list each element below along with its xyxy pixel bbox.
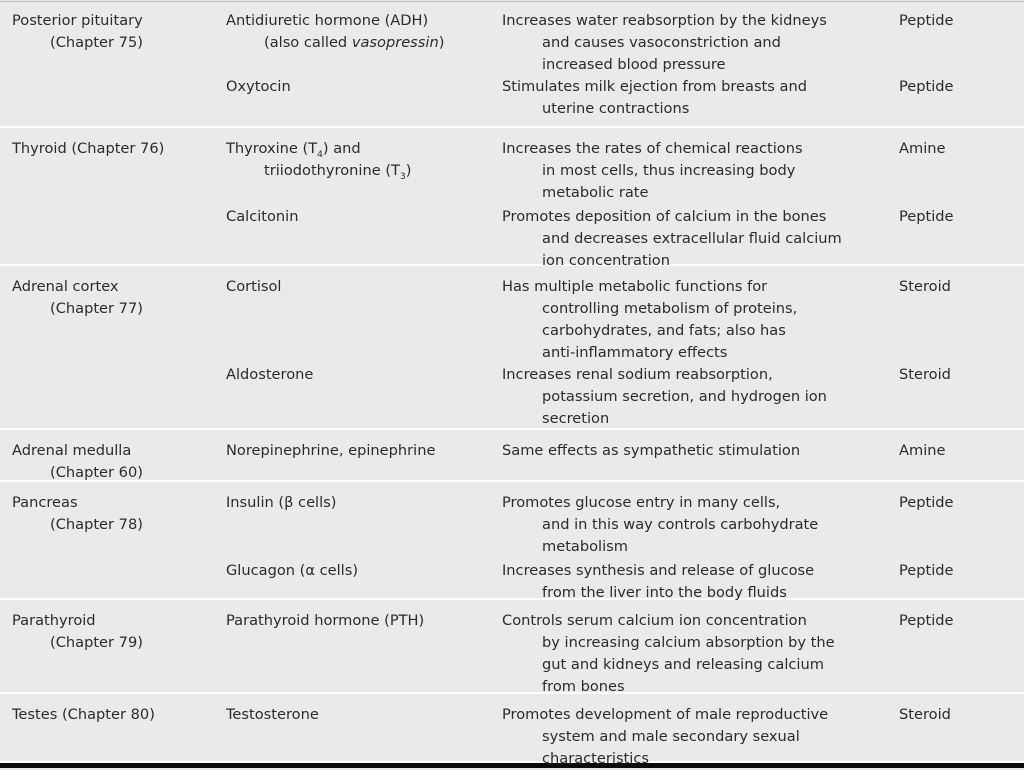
action-line: system and male secondary sexual — [542, 728, 800, 745]
action-cell — [502, 440, 887, 462]
hormone-type: Peptide — [899, 612, 954, 629]
action-line: increased blood pressure — [542, 56, 726, 73]
hormone-name-line: Calcitonin — [226, 208, 299, 225]
action-line: ion concentration — [542, 252, 670, 269]
action-line: potassium secretion, and hydrogen ion — [542, 388, 827, 405]
action-line: carbohydrates, and fats; also has — [542, 322, 786, 339]
hormone-name-line: Testosterone — [226, 706, 319, 723]
hormone-type: Peptide — [899, 562, 954, 579]
action-line: Promotes glucose entry in many cells, — [502, 494, 781, 511]
action-line: characteristics — [542, 750, 649, 767]
action-line: controlling metabolism of proteins, — [542, 300, 798, 317]
action-line: and in this way controls carbohydrate — [542, 516, 819, 533]
hormone-type: Peptide — [899, 208, 954, 225]
action-line: gut and kidneys and releasing calcium — [542, 656, 824, 673]
action-line: anti-inflammatory effects — [542, 344, 728, 361]
gland-cell — [12, 492, 217, 536]
gland-group — [0, 694, 1024, 767]
action-line: Stimulates milk ejection from breasts and — [502, 78, 807, 95]
hormone-cell — [226, 276, 491, 298]
action-cell — [502, 276, 887, 364]
hormone-name-line: (also called vasopressin) — [264, 34, 445, 51]
action-line: uterine contractions — [542, 100, 690, 117]
action-cell — [502, 492, 887, 558]
hormone-name-line: Antidiuretic hormone (ADH) — [226, 12, 429, 29]
hormone-name-line: Glucagon (α cells) — [226, 562, 359, 579]
gland-cell — [12, 440, 217, 484]
action-line: Increases the rates of chemical reactions — [502, 140, 803, 157]
hormone-cell — [226, 704, 491, 726]
hormone-cell — [226, 10, 491, 54]
gland-chapter: (Chapter 78) — [50, 516, 143, 533]
action-line: Increases water reabsorption by the kidneys — [502, 12, 827, 29]
action-cell — [502, 704, 887, 770]
action-cell — [502, 10, 887, 76]
hormone-type: Peptide — [899, 78, 954, 95]
hormone-name-line: Norepinephrine, epinephrine — [226, 442, 436, 459]
hormone-name-line: Thyroxine $(T_4)$ and — [226, 140, 361, 160]
gland-chapter: (Chapter 60) — [50, 464, 143, 481]
gland-name: Thyroid (Chapter 76) — [12, 140, 165, 157]
hormone-name-line: Parathyroid hormone (PTH) — [226, 612, 425, 629]
hormone-cell — [226, 440, 491, 462]
gland-chapter: (Chapter 75) — [50, 34, 143, 51]
hormone-cell — [226, 138, 491, 182]
action-line: by increasing calcium absorption by the — [542, 634, 835, 651]
action-cell — [502, 76, 887, 120]
action-line: in most cells, thus increasing body — [542, 162, 796, 179]
gland-cell — [12, 704, 217, 726]
action-line: Controls serum calcium ion concentration — [502, 612, 807, 629]
hormone-type: Peptide — [899, 12, 954, 29]
hormone-cell — [226, 206, 491, 228]
action-line: Same effects as sympathetic stimulation — [502, 442, 801, 459]
gland-name: Posterior pituitary — [12, 12, 143, 29]
hormone-cell — [226, 76, 491, 98]
hormone-type: Steroid — [899, 706, 951, 723]
hormone-type: Steroid — [899, 366, 951, 383]
action-cell — [502, 560, 887, 604]
gland-name: Pancreas — [12, 494, 78, 511]
gland-group — [0, 430, 1024, 482]
gland-cell — [12, 10, 217, 54]
action-line: Has multiple metabolic functions for — [502, 278, 768, 295]
gland-cell — [12, 276, 217, 320]
hormone-cell — [226, 364, 491, 386]
hormone-name-line: Insulin (β cells) — [226, 494, 337, 511]
hormone-cell — [226, 560, 491, 582]
gland-group — [0, 266, 1024, 430]
action-line: and causes vasoconstriction and — [542, 34, 781, 51]
action-line: from bones — [542, 678, 625, 695]
gland-group — [0, 128, 1024, 269]
gland-group — [0, 0, 1024, 128]
gland-name: Adrenal medulla — [12, 442, 132, 459]
action-line: and decreases extracellular fluid calcium — [542, 230, 842, 247]
action-line: from the liver into the body fluids — [542, 584, 787, 601]
gland-group — [0, 600, 1024, 694]
action-line: Promotes deposition of calcium in the bones — [502, 208, 827, 225]
hormone-name-line: Oxytocin — [226, 78, 291, 95]
action-line: metabolic rate — [542, 184, 649, 201]
hormone-type: Peptide — [899, 494, 954, 511]
hormone-type: Amine — [899, 140, 946, 157]
gland-group — [0, 482, 1024, 600]
hormone-cell — [226, 610, 491, 632]
action-line: metabolism — [542, 538, 628, 555]
gland-name: Adrenal cortex — [12, 278, 119, 295]
hormone-type: Amine — [899, 442, 946, 459]
hormone-cell — [226, 492, 491, 514]
action-line: Increases synthesis and release of glucose — [502, 562, 815, 579]
action-line: Promotes development of male reproductive — [502, 706, 829, 723]
gland-chapter: (Chapter 77) — [50, 300, 143, 317]
action-line: secretion — [542, 410, 610, 427]
hormone-name-line: triiodothyronine $(T_3)$ — [264, 162, 412, 182]
hormone-type: Steroid — [899, 278, 951, 295]
action-cell — [502, 364, 887, 430]
gland-name: Testes (Chapter 80) — [12, 706, 155, 723]
gland-cell — [12, 138, 217, 160]
action-cell — [502, 138, 887, 204]
gland-chapter: (Chapter 79) — [50, 634, 143, 651]
gland-cell — [12, 610, 217, 654]
action-line: Increases renal sodium reabsorption, — [502, 366, 773, 383]
hormone-name-line: Cortisol — [226, 278, 282, 295]
gland-name: Parathyroid — [12, 612, 96, 629]
action-cell — [502, 610, 887, 698]
action-cell — [502, 206, 887, 272]
hormone-name-line: Aldosterone — [226, 366, 314, 383]
